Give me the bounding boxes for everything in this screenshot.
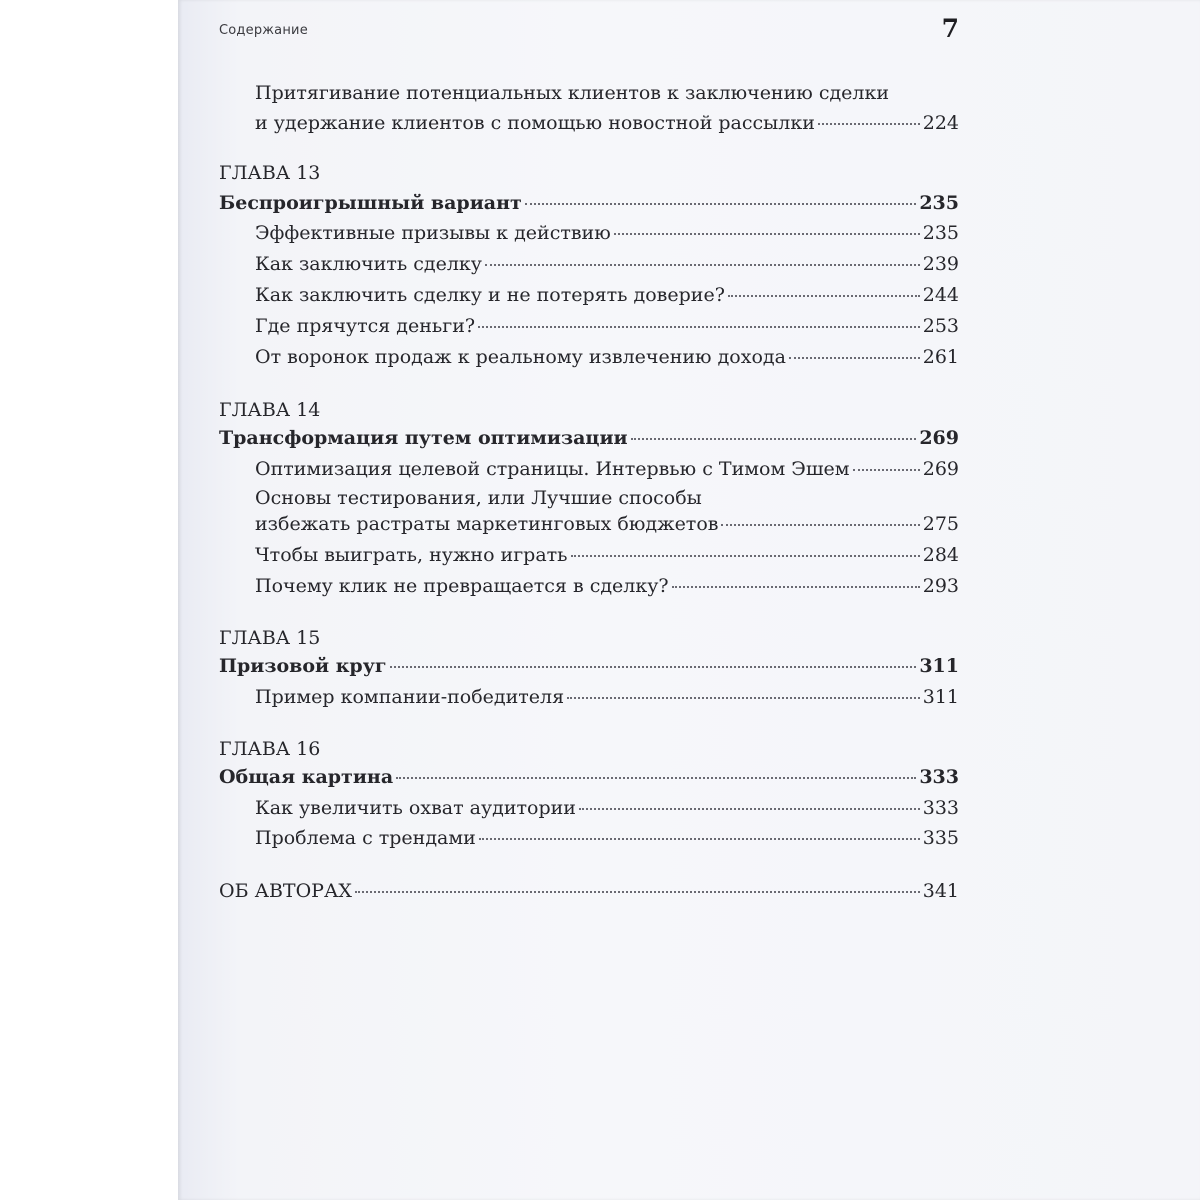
chapter-title-entry[interactable] (219, 651, 959, 681)
dot-leader (672, 585, 920, 588)
dot-leader (579, 807, 920, 810)
dot-leader (789, 356, 920, 359)
toc-entry[interactable] (255, 108, 959, 138)
toc-entry-title: избежать растраты маркетинговых бюджетов (255, 513, 719, 535)
about-authors-entry[interactable] (219, 876, 959, 906)
toc-entry[interactable] (255, 571, 959, 601)
toc-entry-page: 239 (922, 253, 959, 275)
toc-entry-title: Проблема с трендами (255, 827, 476, 849)
chapter-label: ГЛАВА 13 (219, 162, 321, 184)
chapter-title: Общая картина (219, 766, 394, 788)
page-number: 7 (941, 14, 959, 43)
toc-entry[interactable] (255, 218, 959, 248)
dot-leader (396, 776, 916, 779)
toc-entry[interactable] (255, 280, 959, 310)
chapter-title: Призовой круг (219, 655, 387, 677)
dot-leader (478, 325, 920, 328)
chapter-label: ГЛАВА 15 (219, 627, 321, 649)
toc-entry-page: 275 (922, 513, 959, 535)
toc-entry-page: 224 (922, 112, 959, 134)
toc-entry[interactable] (255, 540, 959, 570)
toc-entry-page: 269 (922, 458, 959, 480)
toc-entry[interactable] (255, 311, 959, 341)
dot-leader (390, 665, 917, 668)
toc-entry-title: и удержание клиентов с помощью новостной рассылки (255, 112, 815, 134)
chapter-label: ГЛАВА 14 (219, 399, 321, 421)
chapter-title-entry[interactable] (219, 762, 959, 792)
dot-leader (567, 696, 920, 699)
dot-leader (721, 523, 919, 526)
running-header: Содержание (219, 23, 308, 38)
dot-leader (525, 202, 917, 205)
toc-entry[interactable] (255, 342, 959, 372)
toc-entry-page: 284 (922, 544, 959, 566)
toc-entry[interactable] (255, 682, 959, 712)
toc-entry-title: Оптимизация целевой страницы. Интервью с Тимом Эшем (255, 458, 850, 480)
dot-leader (853, 468, 920, 471)
dot-leader (728, 294, 920, 297)
toc-entry[interactable] (255, 509, 959, 539)
toc-entry[interactable] (255, 823, 959, 853)
toc-entry-title: Как заключить сделку и не потерять доверие? (255, 284, 725, 306)
toc-entry-title: Как заключить сделку (255, 253, 482, 275)
dot-leader (355, 890, 920, 893)
toc-entry-page: 261 (922, 346, 959, 368)
dot-leader (485, 263, 920, 266)
toc-entry-title: От воронок продаж к реальному извлечению дохода (255, 346, 786, 368)
toc-entry-page: 335 (922, 827, 959, 849)
toc-entry[interactable] (255, 249, 959, 279)
chapter-page: 311 (919, 655, 959, 677)
toc-entry-page: 333 (922, 797, 959, 819)
toc-entry-page: 311 (922, 686, 959, 708)
toc-entry[interactable] (255, 454, 959, 484)
toc-entry-title: Пример компании-победителя (255, 686, 565, 708)
chapter-page: 235 (919, 192, 959, 214)
toc-entry-title: Где прячутся деньги? (255, 315, 476, 337)
about-authors-title: ОБ АВТОРАХ (219, 880, 352, 902)
toc-entry-page: 235 (922, 222, 959, 244)
dot-leader (818, 122, 920, 125)
toc-entry-page: 293 (922, 575, 959, 597)
dot-leader (631, 437, 917, 440)
chapter-label: ГЛАВА 16 (219, 738, 321, 760)
toc-entry-title: Эффективные призывы к действию (255, 222, 611, 244)
dot-leader (571, 554, 920, 557)
dot-leader (479, 837, 920, 840)
toc-entry-line: Притягивание потенциальных клиентов к заключению сделки (255, 82, 890, 104)
chapter-page: 269 (919, 427, 959, 449)
chapter-page: 333 (919, 766, 959, 788)
toc-entry[interactable] (255, 793, 959, 823)
toc-entry-title: Почему клик не превращается в сделку? (255, 575, 669, 597)
dot-leader (614, 232, 920, 235)
chapter-title-entry[interactable] (219, 423, 959, 453)
about-authors-page: 341 (922, 880, 959, 902)
toc-entry-line: Основы тестирования, или Лучшие способы (255, 487, 702, 509)
toc-entry-page: 253 (922, 315, 959, 337)
toc-entry-page: 244 (922, 284, 959, 306)
chapter-title: Трансформация путем оптимизации (219, 427, 628, 449)
toc-entry-title: Чтобы выиграть, нужно играть (255, 544, 568, 566)
chapter-title-entry[interactable] (219, 188, 959, 218)
toc-entry-title: Как увеличить охват аудитории (255, 797, 576, 819)
chapter-title: Беспроигрышный вариант (219, 192, 522, 214)
